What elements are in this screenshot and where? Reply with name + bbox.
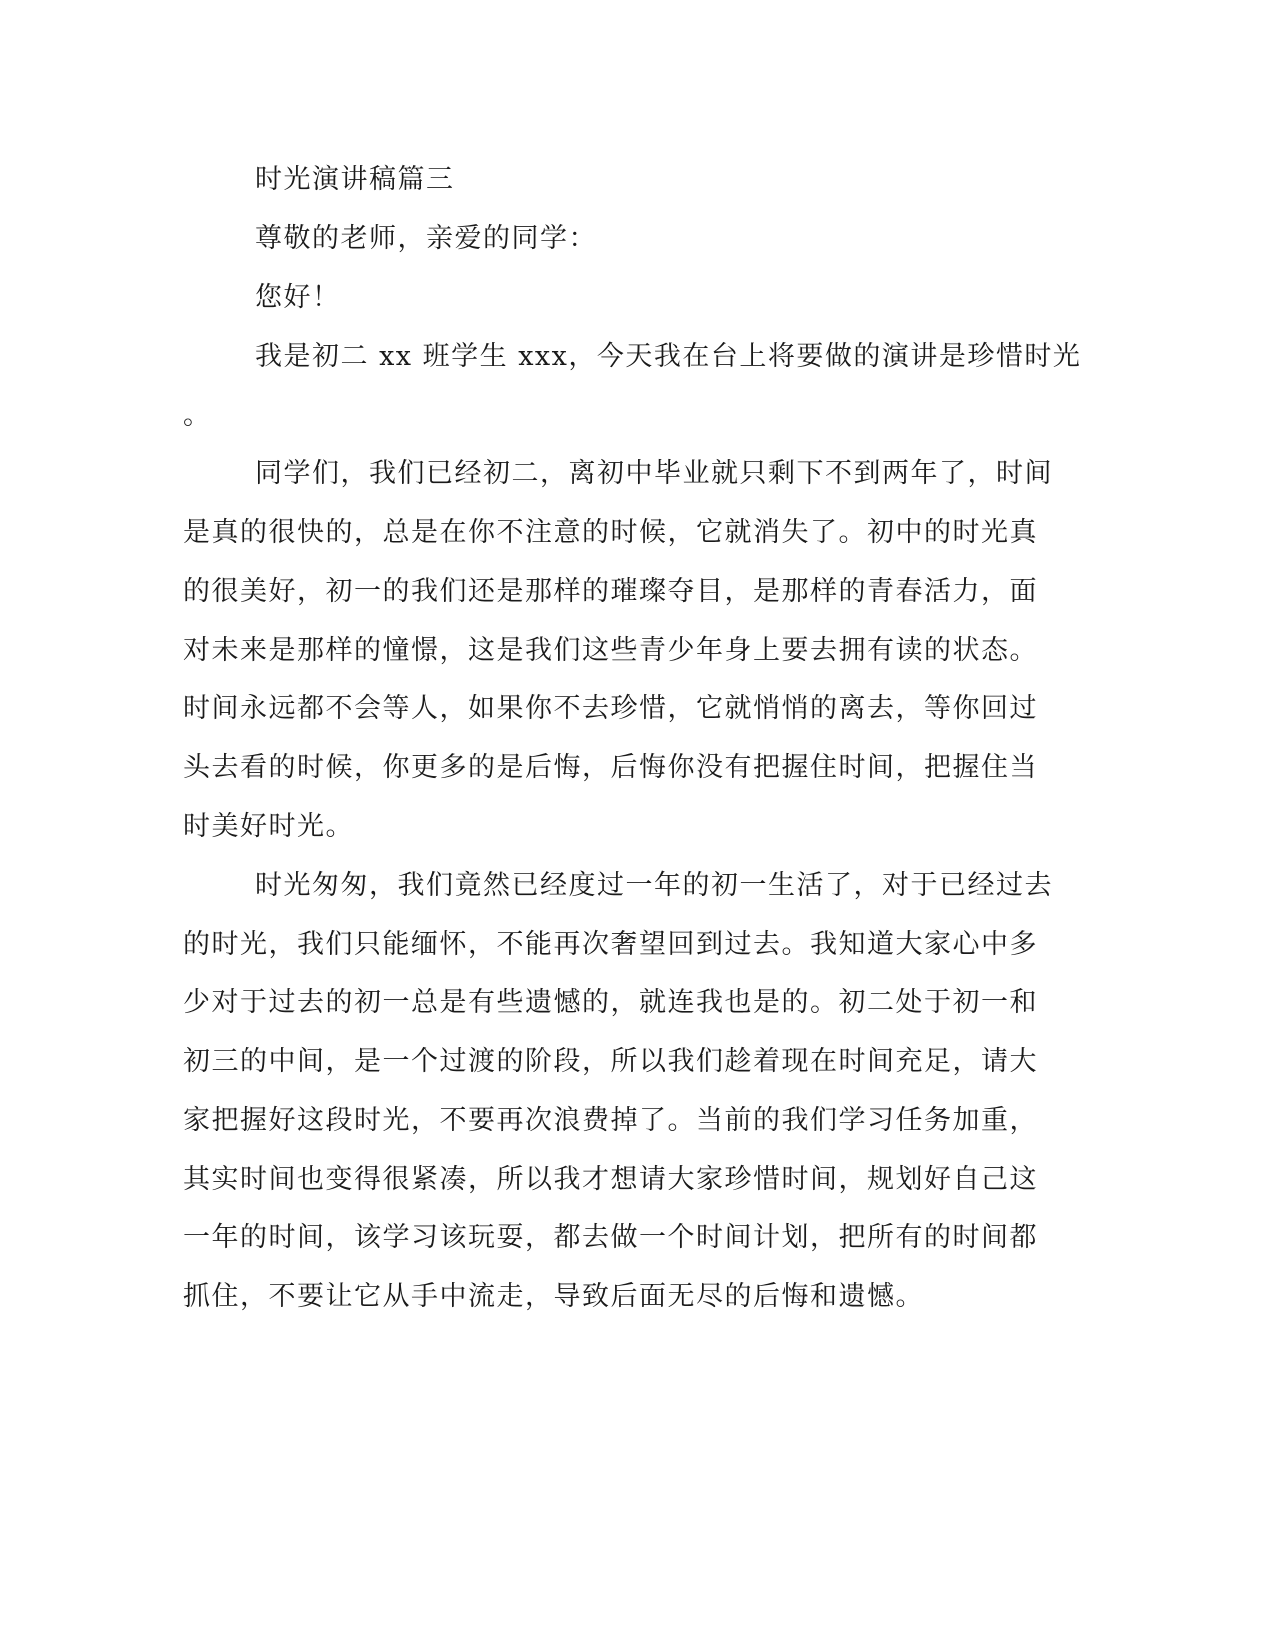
paragraph-2-line-5: 时间永远都不会等人，如果你不去珍惜，它就悄悄的离去，等你回过 [183,693,1038,724]
paragraph-2-line-7: 时美好时光。 [183,811,354,842]
greeting: 尊敬的老师，亲爱的同学： [255,223,597,254]
paragraph-3-line-6: 其实时间也变得很紧凑，所以我才想请大家珍惜时间，规划好自己这 [183,1164,1038,1195]
paragraph-2-line-2: 是真的很快的，总是在你不注意的时候，它就消失了。初中的时光真 [183,517,1038,548]
paragraph-2-line-1: 同学们，我们已经初二，离初中毕业就只剩下不到两年了，时间 [255,458,1053,489]
document-title: 时光演讲稿篇三 [255,164,455,195]
paragraph-2-line-3: 的很美好，初一的我们还是那样的璀璨夺目，是那样的青春活力，面 [183,576,1038,607]
paragraph-3-line-7: 一年的时间，该学习该玩耍，都去做一个时间计划，把所有的时间都 [183,1222,1038,1253]
paragraph-3-line-3: 少对于过去的初一总是有些遗憾的，就连我也是的。初二处于初一和 [183,987,1038,1018]
paragraph-2-line-6: 头去看的时候，你更多的是后悔，后悔你没有把握住时间，把握住当 [183,752,1038,783]
paragraph-3-line-4: 初三的中间，是一个过渡的阶段，所以我们趁着现在时间充足，请大 [183,1046,1038,1077]
hello-line: 您好！ [255,282,341,313]
paragraph-1-line-1: 我是初二 xx 班学生 xxx，今天我在台上将要做的演讲是珍惜时光 [255,341,1082,372]
paragraph-3-line-8: 抓住，不要让它从手中流走，导致后面无尽的后悔和遗憾。 [183,1281,924,1312]
paragraph-3-line-2: 的时光，我们只能缅怀，不能再次奢望回到过去。我知道大家心中多 [183,929,1038,960]
paragraph-3-line-5: 家把握好这段时光，不要再次浪费掉了。当前的我们学习任务加重， [183,1105,1038,1136]
paragraph-1-line-2: 。 [183,400,212,431]
paragraph-2-line-4: 对未来是那样的憧憬，这是我们这些青少年身上要去拥有读的状态。 [183,635,1038,666]
paragraph-3-line-1: 时光匆匆，我们竟然已经度过一年的初一生活了，对于已经过去 [255,870,1053,901]
